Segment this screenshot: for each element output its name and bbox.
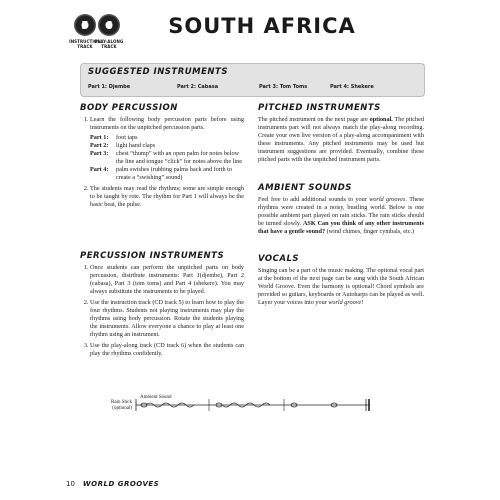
playalong-track-label: PLAY-ALONG TRACK bbox=[94, 39, 124, 49]
body-percussion-step-1: Learn the following body percussion parts before using instruments on the unpitched percussion parts. bbox=[90, 116, 244, 131]
playalong-track-badge: 6 bbox=[98, 14, 120, 36]
percussion-step-3: Use the play-along track (CD track 6) when the students can play the rhythms confidently. bbox=[90, 342, 244, 357]
suggested-instruments-heading: SUGGESTED INSTRUMENTS bbox=[88, 67, 228, 77]
vocals-text: Singing can be a part of the music making. The optional vocal part at the bottom of the next page can be sung with the South African World Groove. Even the harmony is optional! Chord symbols are provided so guitars, keyboards or Autoharps can be played as well. Layer your voices into your world groove! bbox=[258, 267, 424, 306]
instruction-track-label: INSTRUCTION TRACK bbox=[69, 39, 101, 49]
page-number: 10 bbox=[66, 480, 75, 488]
ambient-sounds-text: Feel free to add additional sounds to your world grooves. These rhythms were created in a noisy, bustling world. Below is one possible ambient part played on rain sticks. The rain sticks should be turned slowly. ASK Can you think of any other instruments that have a gentle sound? (wind chimes, finger cymbals, etc.) bbox=[258, 196, 425, 235]
ambient-sounds-heading: AMBIENT SOUNDS bbox=[258, 183, 352, 193]
pitched-instruments-heading: PITCHED INSTRUMENTS bbox=[258, 103, 381, 113]
score-caption: Ambient Sound bbox=[140, 395, 172, 400]
rain-stick-staff bbox=[134, 396, 374, 414]
page-title: SOUTH AFRICA bbox=[168, 14, 356, 38]
page-footer bbox=[66, 480, 159, 488]
percussion-step-2: Use the instruction track (CD track 5) to learn how to play the four rhythms. Students not playing instruments may play the rhythms using body percussion. Rotate the students playing the instruments. Allow everyone a chance to play at least one rhythm using an instrument. bbox=[90, 299, 244, 338]
part-4-instrument: Part 4: Shekere bbox=[330, 84, 374, 90]
part-2-instrument: Part 2: Cabasa bbox=[177, 84, 219, 90]
body-percussion-heading: BODY PERCUSSION bbox=[80, 103, 178, 113]
percussion-instruments-section bbox=[80, 264, 244, 361]
percussion-step-1: Once students can perform the unpitched parts on body percussion, distribute instruments: Part 1(djembe), Part 2 (cabasa), Part 3 (tom toms) and Part 4 (shekere). You may always substitute the instruments to be played. bbox=[90, 264, 244, 295]
score-instrument-label: Rain Stick (optional) bbox=[111, 400, 132, 411]
book-title: WORLD GROOVES bbox=[82, 480, 160, 488]
body-percussion-step-2: The students may read the rhythms; some are simple enough to be taught by rote. The rhythm for Part 1 will always be the basic beat, the pulse. bbox=[90, 185, 244, 208]
pitched-instruments-text: The pitched instrument on the next page are optional. The pitched instruments part will not always match the play-along recording. Create your own live version of a play-along accompaniment with these instruments. Any pitched instruments may be used but instrument suggestions are provided. Eventually, combine these pitched parts with the unpitched instrument parts. bbox=[258, 116, 424, 163]
percussion-instruments-heading: PERCUSSION INSTRUMENTS bbox=[80, 251, 225, 261]
part-1-instrument: Part 1: Djembe bbox=[88, 84, 131, 90]
body-percussion-section: 1. Learn the following body percussion parts before using instruments on the unpitched percussion parts. Part 1: foot taps Part 2: light hand claps Part 3: chest “thump” with an open palm for notes below the line and tongue “click” for notes above the line Part 4: palm swishes (rubbing palms back and forth to create a “swishing” sound) 2. The students may read the rhythms; some are simple enough to be taught by rote. The rhythm for Part 1 will always be the basic beat, the pulse. bbox=[80, 116, 244, 212]
instruction-track-badge: 5 bbox=[74, 14, 96, 36]
vocals-heading: VOCALS bbox=[258, 254, 300, 264]
part-3-instrument: Part 3: Tom Toms bbox=[259, 84, 308, 90]
